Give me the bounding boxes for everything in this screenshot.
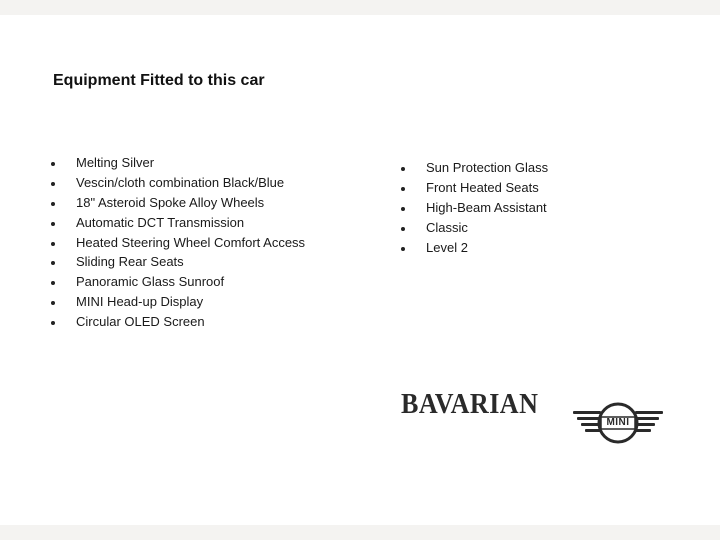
bullet-icon <box>401 247 405 251</box>
equipment-list-right <box>396 158 548 257</box>
mini-wings-logo-icon <box>572 401 664 445</box>
bullet-icon <box>51 281 55 285</box>
bullet-icon <box>51 261 55 265</box>
list-item <box>396 178 548 198</box>
equipment-label: Circular OLED Screen <box>76 314 205 330</box>
equipment-label: Panoramic Glass Sunroof <box>76 274 225 290</box>
list-item <box>46 233 305 253</box>
list-item <box>46 193 305 213</box>
equipment-label: High-Beam Assistant <box>426 199 547 215</box>
equipment-label: Level 2 <box>426 239 468 255</box>
list-item <box>46 312 305 332</box>
page-title: Equipment Fitted to this car <box>53 72 265 89</box>
bullet-icon <box>51 182 55 186</box>
bullet-icon <box>51 242 55 246</box>
list-item <box>396 198 548 218</box>
equipment-label: Melting Silver <box>76 155 155 170</box>
list-item <box>396 218 548 238</box>
equipment-label: Front Heated Seats <box>426 179 539 195</box>
bullet-icon <box>51 202 55 206</box>
bullet-icon <box>51 301 55 305</box>
equipment-label: Automatic DCT Transmission <box>76 214 245 230</box>
list-item <box>46 272 305 292</box>
list-item <box>46 252 305 272</box>
equipment-list-left <box>46 153 305 332</box>
bullet-icon <box>51 162 55 166</box>
mini-logo-text: MINI <box>606 417 630 428</box>
bullet-icon <box>51 321 55 325</box>
list-item <box>396 158 548 178</box>
list-item <box>46 173 305 193</box>
bullet-icon <box>401 207 405 211</box>
list-item <box>46 153 305 173</box>
bullet-icon <box>401 187 405 191</box>
list-item <box>46 292 305 312</box>
equipment-card <box>0 15 720 525</box>
equipment-label: MINI Head-up Display <box>76 294 204 310</box>
equipment-label: Classic <box>426 219 468 235</box>
equipment-label: 18" Asteroid Spoke Alloy Wheels <box>76 194 265 210</box>
bullet-icon <box>51 222 55 226</box>
equipment-label: Heated Steering Wheel Comfort Access <box>76 234 306 250</box>
equipment-label: Sliding Rear Seats <box>76 254 184 270</box>
list-item <box>46 213 305 233</box>
list-item <box>396 238 548 258</box>
dealer-logo-text: BAVARIAN <box>401 389 539 420</box>
bullet-icon <box>401 167 405 171</box>
equipment-label: Sun Protection Glass <box>426 160 549 175</box>
equipment-label: Vescin/cloth combination Black/Blue <box>76 174 285 190</box>
bullet-icon <box>401 227 405 231</box>
